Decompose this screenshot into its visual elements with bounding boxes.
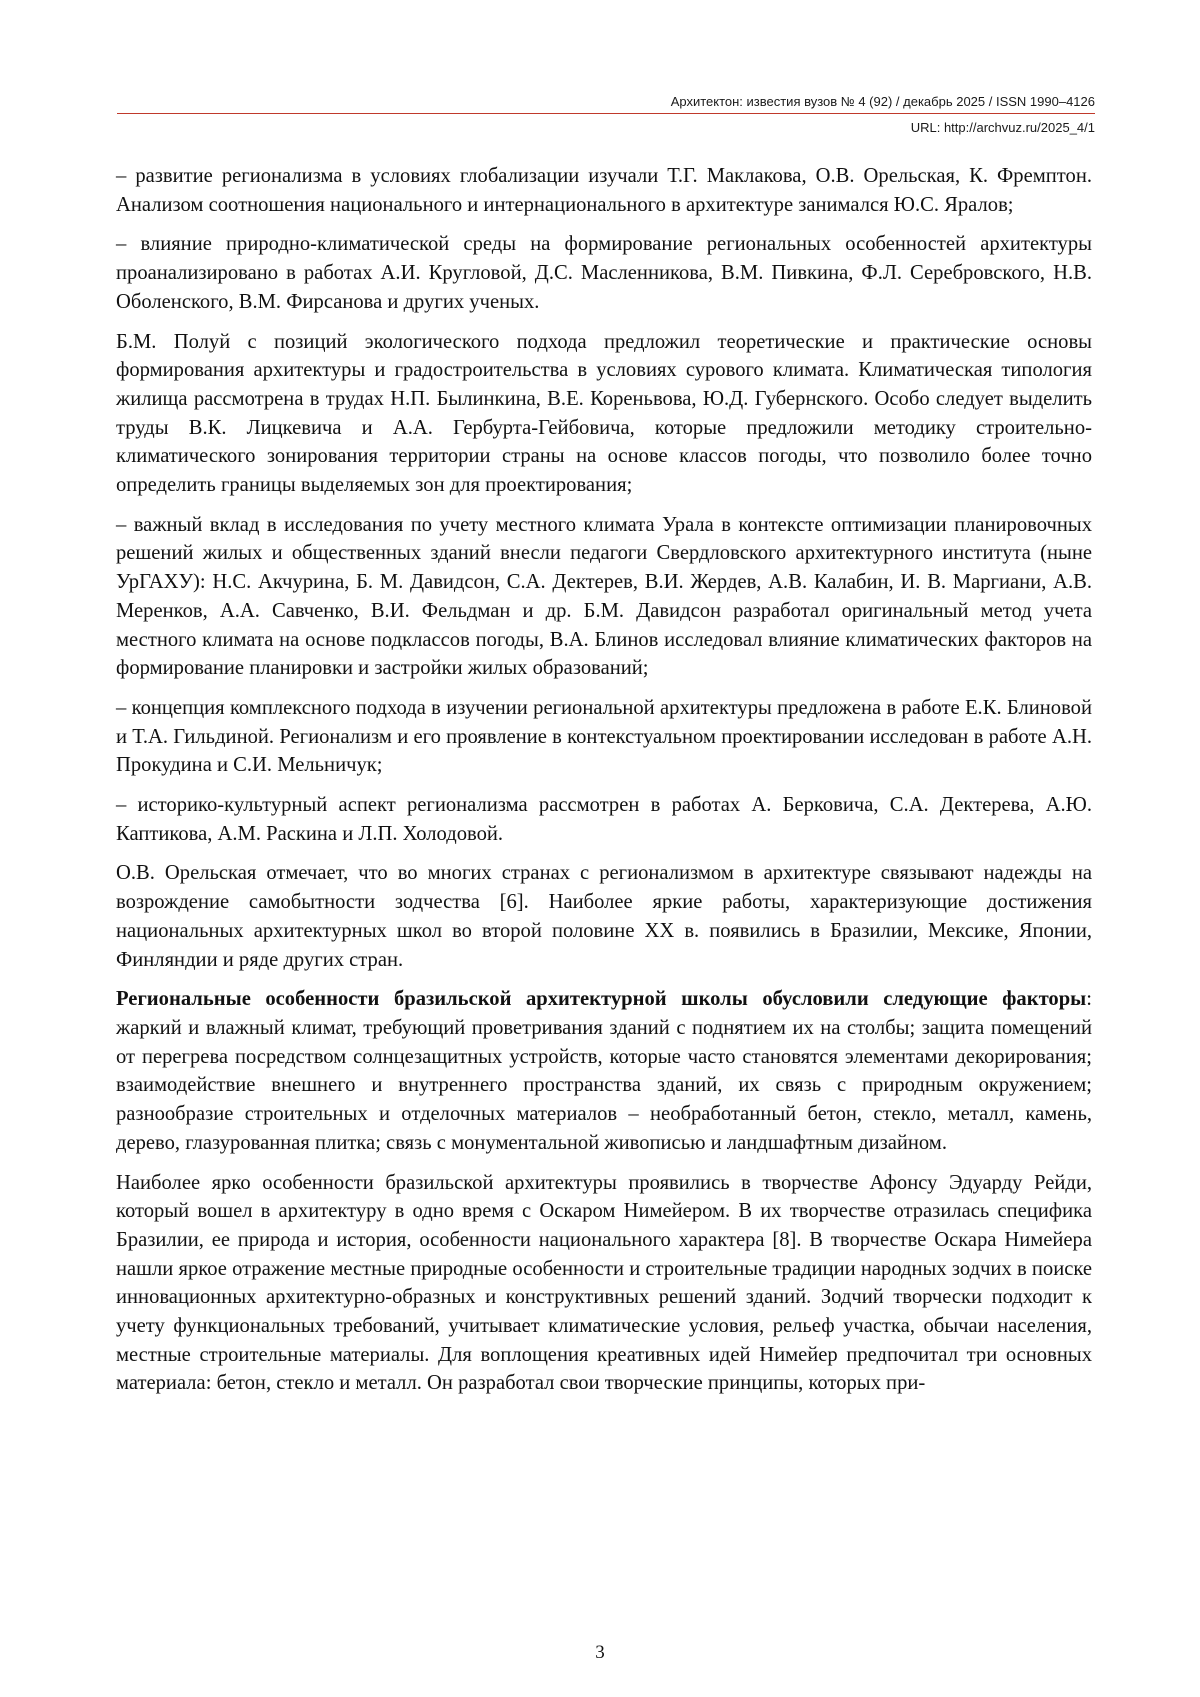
paragraph-3: Б.М. Полуй с позиций экологического подхода предложил теоретические и практические основы формирования архитектуры и градостроительства в условиях сурового климата. Климатическая типология жилища рассмотрена в трудах Н.П. Былинкина, В.Е. Кореньвова, Ю.Д. Губернского. Особо следует выделить труды В.К. Лицкевича и А.А. Гербурта-Гейбовича, которые предложили методику строительно-климатического зонирования территории страны на основе классов погоды, что позволило более точно определить границы выделяемых зон для проектирования; xyxy=(116,330,1092,497)
paragraph-7: О.В. Орельская отмечает, что во многих странах с регионализмом в архитектуре связывают надежды на возрождение самобытности зодчества [6]. Наиболее яркие работы, характеризующие достижения национальных архитектурных школ во второй половине XX в. появились в Бразилии, Мексике, Японии, Финляндии и ряде других стран. xyxy=(116,862,1092,971)
header-divider xyxy=(117,113,1095,114)
paragraph-5: – концепция комплексного подхода в изучении региональной архитектуры предложена в работе Е.К. Блиновой и Т.А. Гильдиной. Регионализм и его проявление в контекстуальном проектировании исследован в работе А.Н. Прокудина и С.И. Мельничук; xyxy=(116,696,1092,777)
journal-citation: Архитектон: известия вузов № 4 (92) / декабрь 2025 / ISSN 1990–4126 xyxy=(670,94,1095,109)
paragraph-1: – развитие регионализма в условиях глобализации изучали Т.Г. Маклакова, О.В. Орельская, К. Фремптон. Анализом соотношения национального и интернационального в архитектуре занимался Ю.С. Яралов; xyxy=(116,165,1092,216)
paragraph-4: – важный вклад в исследования по учету местного климата Урала в контексте оптимизации планировочных решений жилых и общественных зданий внесли педагоги Свердловского архитектурного института (ныне УрГАХУ): Н.С. Акчурина, Б. М. Давидсон, С.А. Дектерев, В.И. Жердев, А.В. Калабин, И. В. Маргиани, А.В. Меренков, А.А. Савченко, В.И. Фельдман и др. Б.М. Давидсон разработал оригинальный метод учета местного климата на основе подклассов погоды, В.А. Блинов исследовал влияние климатических факторов на формирование планировки и застройки жилых образований; xyxy=(116,513,1092,680)
bold-lead-text: Региональные особенности бразильской архитектурной школы обусловили следующие факторы xyxy=(116,988,1087,1011)
paragraph-2: – влияние природно-климатической среды на формирование региональных особенностей архитектуры проанализировано в работах А.И. Кругловой, Д.С. Масленникова, В.М. Пивкина, Ф.Л. Серебровского, Н.В. Оболенского, В.М. Фирсанова и других ученых. xyxy=(116,233,1092,313)
article-body xyxy=(116,162,1092,1409)
paragraph-last: Наиболее ярко особенности бразильской архитектуры проявились в творчестве Афонсу Эдуарду Рейди, который вошел в архитектуру в одно время с Оскаром Нимейером. В их творчестве отразилась специфика Бразилии, ее природа и история, особенности национального характера [8]. В творчестве Оскара Нимейера нашли яркое отражение местные природные особенности и строительные традиции народных зодчих в поиске инновационных архитектурно-образных и конструктивных решений зданий. Зодчий творчески подходит к учету функциональных требований, учитывает климатические условия, рельеф участка, обычаи населения, местные строительные материалы. Для воплощения креативных идей Нимейер предпочитал три основных материала: бетон, стекло и металл. Он разработал свои творческие принципы, которых при- xyxy=(116,1171,1092,1395)
paragraph-6: – историко-культурный аспект регионализма рассмотрен в работах А. Берковича, С.А. Дектерева, А.Ю. Каптикова, А.М. Раскина и Л.П. Холодовой. xyxy=(116,794,1092,845)
page-number: 3 xyxy=(595,1642,605,1663)
article-url: URL: http://archvuz.ru/2025_4/1 xyxy=(910,120,1095,135)
running-header xyxy=(117,94,1095,136)
paragraph-bold-lead xyxy=(116,985,1092,1157)
bold-paragraph-rest: : жаркий и влажный климат, требующий проветривания зданий с поднятием их на столбы; защита помещений от перегрева посредством солнцезащитных устройств, которые часто становятся элементами декорирования; взаимодействие внешнего и внутреннего пространства зданий, их связь с природным окружением; разнообразие строительных и отделочных материалов – необработанный бетон, стекло, металл, камень, дерево, глазурованная плитка; связь с монументальной живописью и ландшафтным дизайном. xyxy=(116,988,1092,1154)
